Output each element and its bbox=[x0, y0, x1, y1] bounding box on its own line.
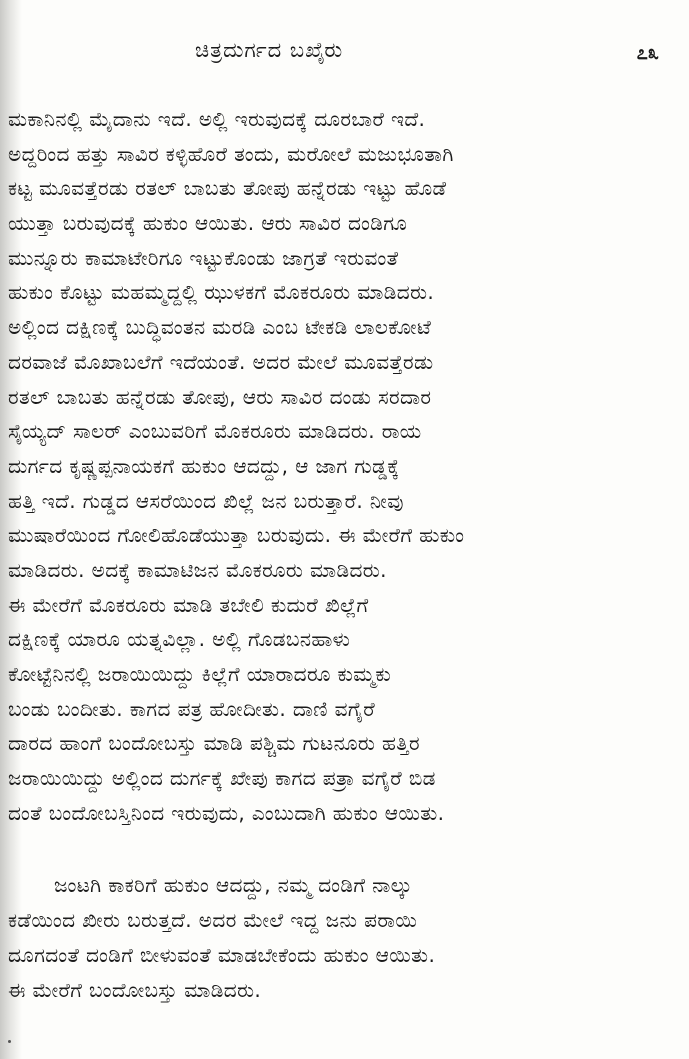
paragraph-1 bbox=[8, 102, 668, 830]
text-line: ದುರ್ಗದ ಕೃಷ್ಣಪ್ಪನಾಯಕಗೆ ಹುಕುಂ ಆದದ್ದು, ಆ ಜಾಗ ಗುಡ್ಡಕ್ಕೆ bbox=[8, 453, 400, 478]
text-line: ದಾರದ ಹಾಂಗೆ ಬಂದೋಬಸ್ತು ಮಾಡಿ ಪಶ್ಚಿಮ ಗುಟನೂರು ಹತ್ತಿರ bbox=[8, 731, 420, 756]
text-line: ಜಂಟಗಿ ಕಾಕರಿಗೆ ಹುಕುಂ ಆದದ್ದು, ನಮ್ಮ ದಂಡಿಗೆ ನಾಲ್ಕು bbox=[54, 873, 413, 898]
text-line: ಮಕಾನಿನಲ್ಲಿ ಮೈದಾನು ಇದೆ. ಅಲ್ಲಿ ಇರುವುದಕ್ಕೆ ದೂರಬಾರೆ ಇದೆ. bbox=[8, 107, 426, 131]
scan-speck bbox=[8, 1040, 11, 1043]
text-line: ದಂತೆ ಬಂದೋಬಸ್ತಿನಿಂದ ಇರುವುದು, ಎಂಬುದಾಗಿ ಹುಕುಂ ಆಯಿತು. bbox=[8, 800, 445, 825]
paragraph-gap bbox=[8, 830, 668, 868]
body-text bbox=[8, 102, 668, 1007]
text-line: ಕಡೆಯಿಂದ ಖೀರು ಬರುತ್ತದೆ. ಅದರ ಮೇಲೆ ಇದ್ದ ಜನು ಪರಾಯಿ bbox=[8, 908, 418, 933]
text-line: ಬಂಡು ಬಂದೀತು. ಕಾಗದ ಪತ್ರ ಹೋದೀತು. ದಾಣಿ ವಗೈರೆ bbox=[8, 696, 376, 721]
text-line: ಅಲ್ಲಿಂದ ದಕ್ಷಿಣಕ್ಕೆ ಬುದ್ಧಿವಂತನ ಮರಡಿ ಎಂಬ ಟೇಕಡಿ ಲಾಲಕೋಟೆ bbox=[8, 315, 432, 340]
text-line: ದೂಗದಂತೆ ದಂಡಿಗೆ ಬೀಳುವಂತೆ ಮಾಡಬೇಕೆಂದು ಹುಕುಂ ಆಯಿತು. bbox=[8, 942, 436, 967]
running-title: ಚಿತ್ರದುರ್ಗದ ಬಖೈರು bbox=[195, 38, 344, 62]
text-line: ಈ ಮೇರೆಗೆ ಬಂದೋಬಸ್ತು ಮಾಡಿದರು. bbox=[8, 977, 262, 1002]
text-line: ದರವಾಜೆ ಮೊಖಾಬಲೆಗೆ ಇದೆಯಂತೆ. ಅದರ ಮೇಲೆ ಮೂವತ್ತೆರಡು bbox=[8, 349, 434, 374]
text-line: ಈ ಮೇರೆಗೆ ಮೊಕರೂರು ಮಾಡಿ ತಬೇಲಿ ಕುದುರೆ ಖಿಲ್ಲೆಗೆ bbox=[8, 592, 369, 617]
running-header bbox=[0, 38, 689, 72]
text-line: ಮುಷಾರೆಯಿಂದ ಗೋಲಿಹೊಡೆಯುತ್ತಾ ಬರುವುದು. ಈ ಮೇರೆಗೆ ಹುಕುಂ bbox=[8, 523, 465, 548]
text-line: ದಕ್ಷಿಣಕ್ಕೆ ಯಾರೂ ಯತ್ನವಿಲ್ಲಾ. ಅಲ್ಲಿ ಗೊಡಬನಹಾಳು bbox=[8, 627, 351, 652]
text-line: ಹತ್ತಿ ಇದೆ. ಗುಡ್ಡದ ಆಸರೆಯಿಂದ ಖಿಲ್ಲೆ ಜನ ಬರುತ್ತಾರೆ. ನೀವು bbox=[8, 488, 404, 513]
text-line: ಯುತ್ತಾ ಬರುವುದಕ್ಕೆ ಹುಕುಂ ಆಯಿತು. ಆರು ಸಾವಿರ ದಂಡಿಗೂ bbox=[8, 211, 408, 236]
text-line: ಸೈಯ್ಯದ್ ಸಾಲರ್ ಎಂಬುವರಿಗೆ ಮೊಕರೂರು ಮಾಡಿದರು. ರಾಯ bbox=[8, 419, 422, 444]
text-line: ಅದ್ದರಿಂದ ಹತ್ತು ಸಾವಿರ ಕಳ್ಳಿಹೊರೆ ತಂದು, ಮರೋಲೆ ಮಜುಭೂತಾಗಿ bbox=[8, 141, 454, 166]
text-line: ಮಾಡಿದರು. ಅದಕ್ಕೆ ಕಾಮಾಟಿಜನ ಮೊಕರೂರು ಮಾಡಿದರು. bbox=[8, 557, 387, 582]
text-line: ಮುನ್ನೂರು ಕಾಮಾಟೇರಿಗೂ ಇಟ್ಟುಕೊಂಡು ಜಾಗ್ರತೆ ಇರುವಂತೆ bbox=[8, 245, 399, 270]
text-line: ಕೋಟ್ಟೆನಿನಲ್ಲಿ ಜರಾಯಿಯಿದ್ದು ಕಿಲ್ಲೆಗೆ ಯಾರಾದರೂ ಕುಮ್ಮಕು bbox=[8, 662, 392, 686]
text-line: ಕಟ್ಟ ಮೂವತ್ತೆರಡು ರತಲ್ ಬಾಬತು ತೋಪು ಹನ್ನೆರಡು ಇಟ್ಟು ಹೊಡೆ bbox=[8, 176, 447, 201]
page-number: ೭೩ bbox=[636, 40, 659, 64]
text-line: ಹುಕುಂ ಕೊಟ್ಟು ಮಹಮ್ಮದ್ದಲ್ಲಿ ಝುಳಕಗೆ ಮೊಕರೂರು ಮಾಡಿದರು. bbox=[8, 280, 435, 305]
text-line: ರತಲ್ ಬಾಬತು ಹನ್ನೆರಡು ತೋಪು, ಆರು ಸಾವಿರ ದಂಡು ಸರದಾರ bbox=[8, 384, 432, 409]
paragraph-2 bbox=[8, 868, 668, 1007]
text-line: ಜರಾಯಿಯಿದ್ದು ಅಲ್ಲಿಂದ ದುರ್ಗಕ್ಕೆ ಖೇಪು ಕಾಗದ ಪತ್ರಾ ವಗೈರೆ ಬಿಡ bbox=[8, 766, 436, 791]
